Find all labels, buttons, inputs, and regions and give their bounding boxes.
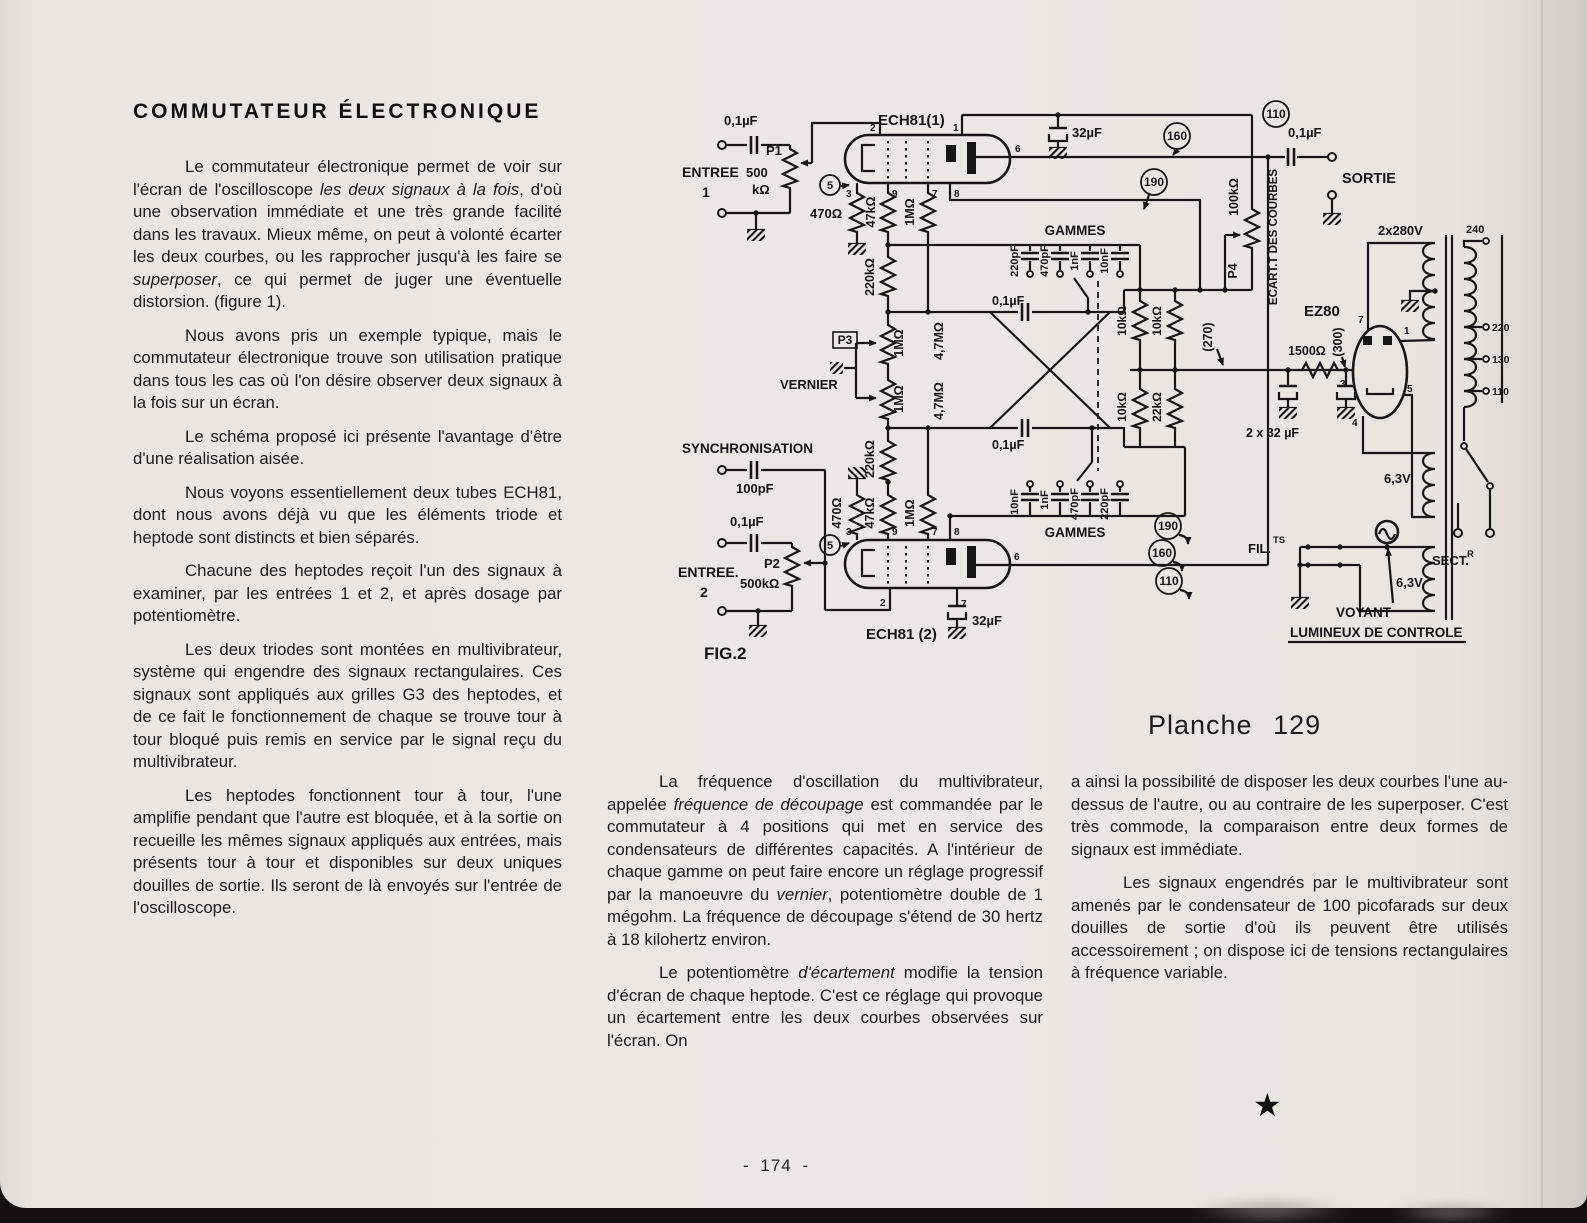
schematic-labels — [678, 112, 1510, 663]
schematic-label: 1MΩ — [892, 329, 906, 357]
schematic-label: P2 — [764, 556, 780, 571]
schematic-label: 10kΩ — [1115, 306, 1129, 336]
schematic-label: 4 — [1352, 418, 1358, 429]
schematic-label: GAMMES — [1044, 223, 1106, 238]
schematic-label: 6 — [1015, 144, 1021, 155]
schematic-label: 1500Ω — [1288, 344, 1326, 358]
schematic-label: 1MΩ — [892, 385, 906, 413]
schematic-label: 10kΩ — [1150, 306, 1164, 336]
schematic-label: 9 — [892, 527, 898, 538]
voltage-bubble-value: 5 — [826, 180, 834, 192]
schematic-label: 220kΩ — [863, 258, 877, 296]
schematic-label: 500 — [746, 165, 768, 180]
schematic-label: 1nF — [1069, 251, 1081, 271]
voltage-bubble-value: 160 — [1166, 129, 1188, 143]
page-number: - 174 - — [743, 1156, 810, 1175]
schematic-label: P1 — [766, 143, 782, 158]
schematic-label: 220pF — [1099, 488, 1111, 520]
schematic-label: 470pF — [1039, 245, 1051, 277]
schematic-label: 220 — [1492, 322, 1510, 334]
schematic-label: 0,1µF — [1288, 125, 1322, 140]
schematic-label: 32µF — [972, 613, 1002, 628]
paragraph: Le commutateur électronique permet de voir sur l'écran de l'oscilloscope les deux signaux à la fois, d'où une observation immédiate et une très grande facilité dans les travaux. Mieux même, on peut à volonté écarter les deux courbes, ou les rapprocher jusqu'à les faire se superposer, ce qui permet de juger une éventuelle distorsion. (figure 1). — [133, 157, 562, 311]
voltage-bubble-value: 190 — [1157, 519, 1179, 533]
schematic-label: 2 — [700, 584, 708, 600]
schematic-label: 1 — [1404, 326, 1410, 337]
schematic-label: 500kΩ — [740, 576, 780, 591]
schematic-label: 6 — [1014, 552, 1020, 563]
middle-column — [607, 771, 1043, 1063]
paragraph: Les deux triodes sont montées en multivibrateur, système qui engendre des signaux rectangulaires. Ces signaux sont appliqués aux grilles G3 des heptodes, et de ce fait le fonctionnement de chaque se trouve tour à tour bloqué puis remis en service par le signal reçu du multivibrateur. — [133, 639, 562, 771]
schematic-label: 4,7MΩ — [932, 382, 946, 420]
schematic-label: R — [1467, 549, 1474, 560]
schematic-label: 1MΩ — [903, 499, 917, 527]
schematic-label: 2 x 32 µF — [1246, 426, 1300, 440]
schematic-label: 7 — [932, 527, 938, 538]
page-title: COMMUTATEUR ÉLECTRONIQUE — [133, 100, 542, 124]
schematic-label: 7 — [932, 189, 938, 200]
schematic-label: 3 — [1340, 379, 1346, 390]
schematic-label: 10nF — [1009, 489, 1021, 515]
voltage-bubble-value: 160 — [1151, 546, 1173, 560]
schematic-label: 9 — [892, 189, 898, 200]
schematic-label: 110 — [1492, 386, 1509, 398]
schematic-label: (300) — [1331, 327, 1345, 357]
schematic-label: 47kΩ — [864, 196, 878, 228]
schematic-label: EZ80 — [1304, 303, 1340, 320]
schematic-label: P4 — [1226, 263, 1240, 279]
paragraph: Le schéma proposé ici présente l'avantage d'être d'une réalisation aisée. — [133, 426, 562, 468]
schematic-label: 3 — [846, 189, 852, 200]
plate-caption: Planche 129 — [1148, 710, 1322, 740]
schematic-label: ECH81 (2) — [866, 626, 937, 643]
left-column — [133, 156, 562, 931]
schematic-label: SORTIE — [1342, 171, 1396, 187]
schematic-label: VERNIER — [780, 377, 838, 392]
voltage-bubble-value: 190 — [1143, 175, 1165, 189]
schematic-label: 10kΩ — [1115, 392, 1129, 422]
schematic-label: kΩ — [752, 182, 770, 197]
schematic-label: 2 — [880, 598, 886, 609]
paragraph: Les heptodes fonctionnent tour à tour, l'une amplifie pendant que l'autre est bloquée, et à la sortie on recueille les mêmes signaux appliqués aux entrées, mais présents tour à tour et disponibles sur deux uniques douilles de sortie. Ils seront de là envoyés sur l'entrée de l'oscilloscope. — [133, 785, 562, 917]
schematic-label: ENTREE — [682, 164, 739, 180]
paragraph: Nous avons pris un exemple typique, mais le commutateur électronique trouve son utilisation pratique dans tous les cas où l'on désire observer deux signaux à la fois sur un écran. — [133, 325, 562, 412]
schematic-label: GAMMES — [1044, 525, 1106, 540]
schematic-label: SYNCHRONISATION — [682, 441, 814, 456]
paragraph: La fréquence d'oscillation du multivibrateur, appelée fréquence de découpage est commandée par le commutateur à 4 positions qui met en service des condensateurs de différentes capacités. A l'intérieur de chaque gamme on peut faire encore un réglage progressif par la manoeuvre du vernier, potentiomètre double de 1 mégohm. La fréquence de découpage s'étend de 30 hertz à 18 kilohertz environ. — [607, 772, 1044, 949]
schematic-label: 7 — [1358, 315, 1364, 326]
schematic-label: P3 — [837, 333, 853, 347]
scan-artifact — [1190, 1197, 1350, 1223]
paragraph: a ainsi la possibilité de disposer les deux courbes l'une au-dessus de l'autre, ou au contraire de les superposer. C'est très commode, la comparaison entre deux formes de signaux est immédiate. — [1071, 772, 1508, 859]
schematic-label: 8 — [954, 527, 960, 538]
schematic-label: 1 — [953, 123, 959, 134]
schematic-label: 0,1µF — [992, 438, 1025, 452]
schematic-label: 1nF — [1039, 490, 1051, 510]
paragraph: Nous voyons essentiellement deux tubes ECH81, dont nous avons déjà vu que les éléments triode et heptode sont distincts et bien séparés. — [133, 482, 562, 547]
schematic-label: 220kΩ — [863, 440, 877, 478]
paragraph: Les signaux engendrés par le multivibrateur sont amenés par le condensateur de 100 picofarads sur deux douilles de sortie d'où ils peuvent être utilisés accessoirement ; on dispose ici de tensions rectangulaires à fréquence variable. — [1071, 873, 1508, 982]
paragraph: Chacune des heptodes reçoit l'un des signaux à examiner, par les entrées 1 et 2, et après dosage par potentiomètre. — [133, 561, 562, 625]
schematic-label: 240 — [1466, 224, 1485, 236]
schematic-label: (270) — [1201, 322, 1215, 352]
schematic-label: 220pF — [1009, 245, 1021, 277]
schematic-label: TS — [1273, 535, 1286, 546]
schematic-label: ENTREE. — [678, 564, 739, 580]
schematic-label: 32µF — [1072, 125, 1102, 140]
schematic-label: 22kΩ — [1150, 392, 1164, 422]
schematic-label: FIG.2 — [704, 644, 747, 663]
schematic-label: VOYANT — [1336, 605, 1392, 620]
schematic-label: 130 — [1492, 354, 1510, 366]
schematic-label: LUMINEUX DE CONTROLE — [1290, 625, 1463, 640]
page-edge-shadow — [1541, 0, 1543, 1208]
schematic-label: 470Ω — [830, 497, 844, 529]
schematic-label: 47kΩ — [863, 497, 877, 529]
schematic-label: 6,3V — [1396, 575, 1423, 590]
schematic-label: 10nF — [1099, 248, 1111, 274]
schematic-label: 8 — [954, 189, 960, 200]
schematic-label: ECART.T DES COURBES — [1268, 168, 1280, 306]
paragraph: Le potentiomètre d'écartement modifie la tension d'écran de chaque heptode. C'est ce réglage qui provoque un écartement entre les deux courbes observées sur l'écran. On — [607, 963, 1043, 1050]
star-symbol: ★ — [1253, 1087, 1282, 1123]
schematic-label: 7 — [961, 599, 967, 610]
schematic-label: 1MΩ — [903, 198, 917, 226]
voltage-bubbles — [820, 101, 1289, 594]
schematic-label: 0,1µF — [724, 113, 758, 128]
schematic-label: 4,7MΩ — [932, 322, 946, 360]
schematic-label: FIL. — [1248, 541, 1272, 556]
schematic-label: 470Ω — [810, 206, 843, 221]
schematic-label: 3 — [846, 527, 852, 538]
schematic-label: 2 — [870, 123, 876, 134]
circuit-schematic-fig2 — [640, 85, 1550, 685]
scan-artifact — [1390, 1201, 1510, 1223]
voltage-bubble-value: 110 — [1159, 574, 1179, 588]
schematic-label: 100kΩ — [1227, 178, 1241, 216]
schematic-label: 100pF — [736, 481, 774, 496]
right-column — [1071, 771, 1508, 996]
schematic-label: SECT. — [1432, 553, 1469, 568]
schematic-label: 0,1µF — [992, 294, 1025, 308]
schematic-label: 0,1µF — [730, 514, 764, 529]
schematic-label: 470pF — [1069, 488, 1081, 520]
voltage-bubble-value: 110 — [1266, 107, 1286, 121]
schematic-label: 2x280V — [1378, 223, 1423, 238]
schematic-label: 1 — [702, 184, 710, 200]
schematic-label: 6,3V — [1384, 471, 1411, 486]
schematic-label: ECH81(1) — [878, 112, 945, 129]
schematic-label: 5 — [1407, 384, 1413, 395]
voltage-bubble-value: 5 — [826, 540, 834, 552]
